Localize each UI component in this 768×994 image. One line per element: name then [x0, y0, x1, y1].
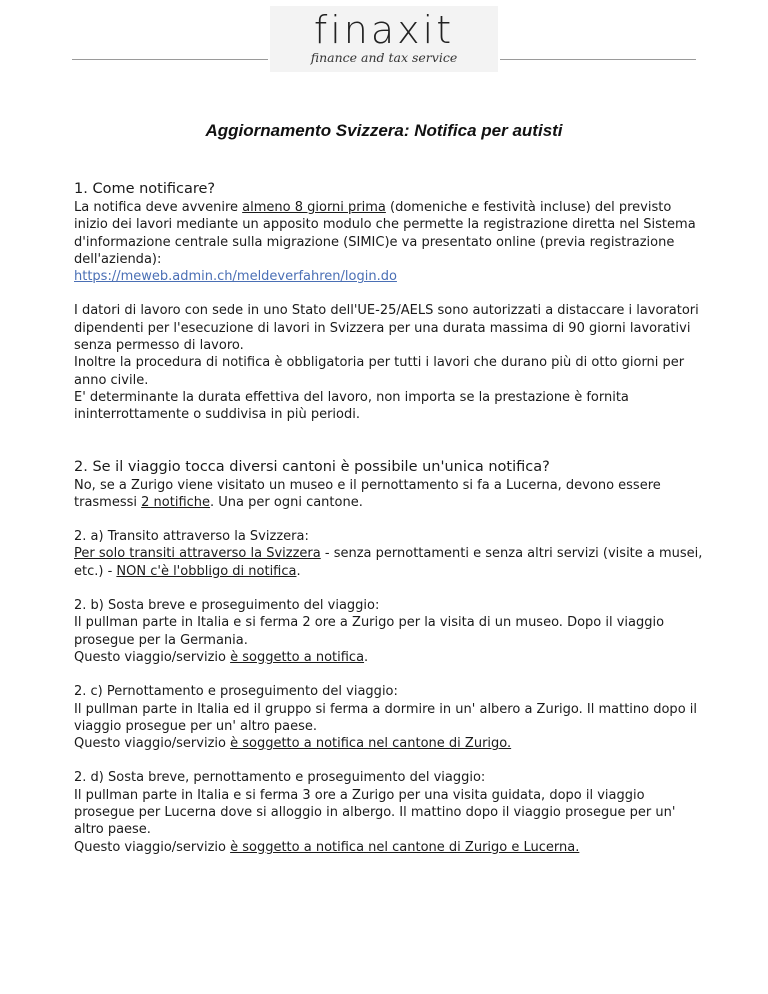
text-run: Inoltre la procedura di notifica è obbligatoria per tutti i: [74, 355, 434, 371]
text-run: I datori di lavoro con sede in uno Stato dell'UE-25/AELS sono autorizzati a distaccare i lavoratori dipendenti per l'esecuzione di lavori in Svizzera per una: [74, 303, 699, 336]
section-2b-paragraph-1: Il pullman parte in Italia e si ferma 2 ore a Zurigo per la visita di un museo. Dopo il viaggio prosegue per la Germania.: [74, 615, 665, 648]
text-run: La notifica deve avvenire: [74, 200, 243, 215]
section-2b-heading: 2. b) Sosta breve e proseguimento del viaggio:: [74, 598, 380, 614]
header-rule-left: [72, 59, 268, 60]
section-2c-paragraph-1: Il pullman parte in Italia ed il gruppo si ferma a dormire in un' albero a Zurigo. Il mattino dopo il viaggio prosegue per un' altro paese.: [74, 701, 697, 734]
emphasis-text: durata massima di 90 giorni lavorativi senza permesso di lavoro: [74, 320, 691, 354]
section-2-paragraph: [74, 477, 704, 512]
document-header: [0, 0, 768, 80]
section-1-paragraph-3: [74, 354, 704, 389]
section-2c-paragraph-2: [74, 735, 704, 752]
text-run: .: [364, 649, 369, 665]
underlined-text: 2 notifiche: [141, 494, 211, 510]
underlined-text: almeno 8 giorni prima: [242, 200, 386, 215]
text-run: Questo viaggio/servizio: [74, 839, 231, 855]
underlined-text: NON c'è l'obbligo di notifica: [116, 563, 297, 579]
section-2d-paragraph-2: [74, 839, 704, 856]
text-run: . Una per ogni cantone.: [210, 494, 363, 510]
simic-login-link[interactable]: https://meweb.admin.ch/meldeverfahren/login.do: [74, 269, 397, 285]
section-2b-paragraph-2: [74, 649, 704, 666]
logo-wordmark: finaxit: [313, 8, 455, 52]
document-title: Aggiornamento Svizzera: Notifica per autisti: [205, 121, 563, 140]
section-2a-paragraph: [74, 545, 704, 580]
underlined-text: è soggetto a notifica nel cantone di Zurigo e Lucerna.: [230, 839, 580, 855]
section-1-heading: 1. Come notificare?: [74, 181, 216, 197]
emphasis-text: lavori che durano più di otto giorni per anno civile: [74, 355, 685, 388]
text-run: .: [239, 338, 244, 354]
underlined-text: Per solo transiti attraverso la Svizzera: [74, 546, 321, 562]
section-2d-heading: 2. d) Sosta breve, pernottamento e proseguimento del viaggio:: [74, 770, 486, 786]
section-1-paragraph-2: [74, 302, 704, 354]
section-2c-heading: 2. c) Pernottamento e proseguimento del viaggio:: [74, 684, 398, 700]
text-run: No, se a Zurigo viene visitato un museo e il pernottamento si fa a Lucerna, devono essere trasmessi: [74, 477, 661, 510]
text-run: .: [296, 563, 301, 579]
section-2-heading: 2. Se il viaggio tocca diversi cantoni è possibile un'unica notifica?: [74, 458, 550, 475]
header-rule-right: [500, 59, 696, 60]
section-1-paragraph-4: E' determinante la durata effettiva del lavoro, non importa se la prestazione è fornita ininterrottamente o suddivisa in più periodi.: [74, 389, 629, 423]
finaxit-logo: [270, 6, 498, 72]
document-body: [74, 180, 704, 856]
text-run: Questo viaggio/servizio: [74, 736, 231, 752]
underlined-text: è soggetto a notifica: [230, 649, 365, 665]
text-run: - senza pernottamenti e senza altri servizi (visite a musei, etc.) -: [74, 546, 703, 579]
section-2a-heading: 2. a) Transito attraverso la Svizzera:: [74, 529, 309, 545]
text-run: Questo viaggio/servizio: [74, 649, 231, 665]
underlined-text: è soggetto a notifica nel cantone di Zurigo.: [230, 736, 512, 752]
section-1-paragraph-1: [74, 199, 704, 268]
section-2d-paragraph-1: Il pullman parte in Italia e si ferma 3 ore a Zurigo per una visita guidata, dopo il viaggio prosegue per Lucerna dove si alloggio in albergo. Il mattino dopo il viaggio prosegue per un' altro paese.: [74, 787, 676, 838]
text-run: .: [144, 372, 149, 388]
logo-tagline: finance and tax service: [310, 50, 458, 65]
text-run: (domeniche e festività incluse) del previsto inizio dei lavori mediante un apposito modulo che permette la registrazione diretta nel Sistema d'informazione centrale sulla migrazione (SIMIC)e va presentato online (previa registrazione dell'azienda):: [74, 200, 696, 267]
